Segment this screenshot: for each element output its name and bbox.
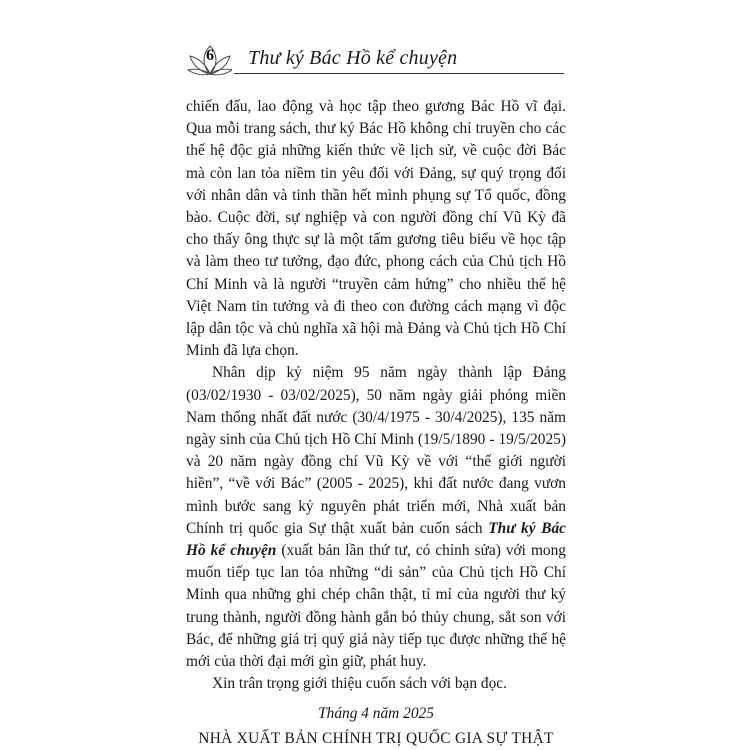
date-line: Tháng 4 năm 2025 bbox=[318, 705, 434, 723]
paragraph-3: Xin trân trọng giới thiệu cuốn sách với bạn đọc. bbox=[212, 675, 507, 693]
paragraph-1: chiến đấu, lao động và học tập theo gương Bác Hồ vĩ đại. Qua mỗi trang sách, thư ký Bác Hồ không chỉ truyền cho các thế hệ độc giả những kiến thức về lịch sử, về cuộc đời Bác mà còn lan tỏa niềm tin yêu đối với Đảng, sự quý trọng đối với nhân dân và tinh thần hết mình phụng sự Tổ quốc, đồng bào. Cuộc đời, sự nghiệp và con người đồng chí Vũ Kỳ đã cho thấy ông thực sự là một tấm gương tiêu biểu về học tập và làm theo tư tưởng, đạo đức, phong cách của Chủ tịch Hồ Chí Minh và là người “truyền cảm hứng” cho nhiều thế hệ Việt Nam tin tưởng và đi theo con đường cách mạng vì độc lập dân tộc và chủ nghĩa xã hội mà Đảng và Chủ tịch Hồ Chí Minh đã lựa chọn. bbox=[186, 98, 566, 360]
header-rule bbox=[234, 73, 564, 74]
page-header bbox=[186, 42, 566, 82]
paragraph-2-text-a: Nhân dịp kỷ niệm 95 năm ngày thành lập Đảng (03/02/1930 - 03/02/2025), 50 năm ngày giải phóng miền Nam thống nhất đất nước (30/4/1975 - 30/4/2025), 135 năm ngày sinh của Chủ tịch Hồ Chí Minh (19/5/1890 - 19/5/2025) và 20 năm ngày đồng chí Vũ Kỳ về với “thế giới người hiền”, “về với Bác” (2005 - 2025), khi đất nước đang vươn mình bước sang kỷ nguyên phát triển mới, Nhà xuất bản Chính trị quốc gia Sự thật xuất bản cuốn sách bbox=[186, 364, 566, 537]
page-number: 6 bbox=[206, 47, 214, 64]
publisher-signature: NHÀ XUẤT BẢN CHÍNH TRỊ QUỐC GIA SỰ THẬT bbox=[198, 729, 554, 747]
paragraph-2-text-b: (xuất bản lần thứ tư, có chỉnh sửa) với mong muốn tiếp tục lan tỏa những “di sản” của Chủ tịch Hồ Chí Minh qua những ghi chép chân thật, tỉ mỉ của người thư ký trung thành, người đồng hành gắn bó thủy chung, sắt son với Bác, để những giá trị quý giá này tiếp tục được những thế hệ mới của thời đại mới gìn giữ, phát huy. bbox=[186, 542, 567, 671]
running-title: Thư ký Bác Hồ kể chuyện bbox=[248, 47, 458, 69]
paragraph-2 bbox=[186, 362, 566, 673]
book-title: Thư ký Bác Hồ kể chuyện bbox=[186, 519, 566, 560]
page-body bbox=[186, 96, 566, 750]
